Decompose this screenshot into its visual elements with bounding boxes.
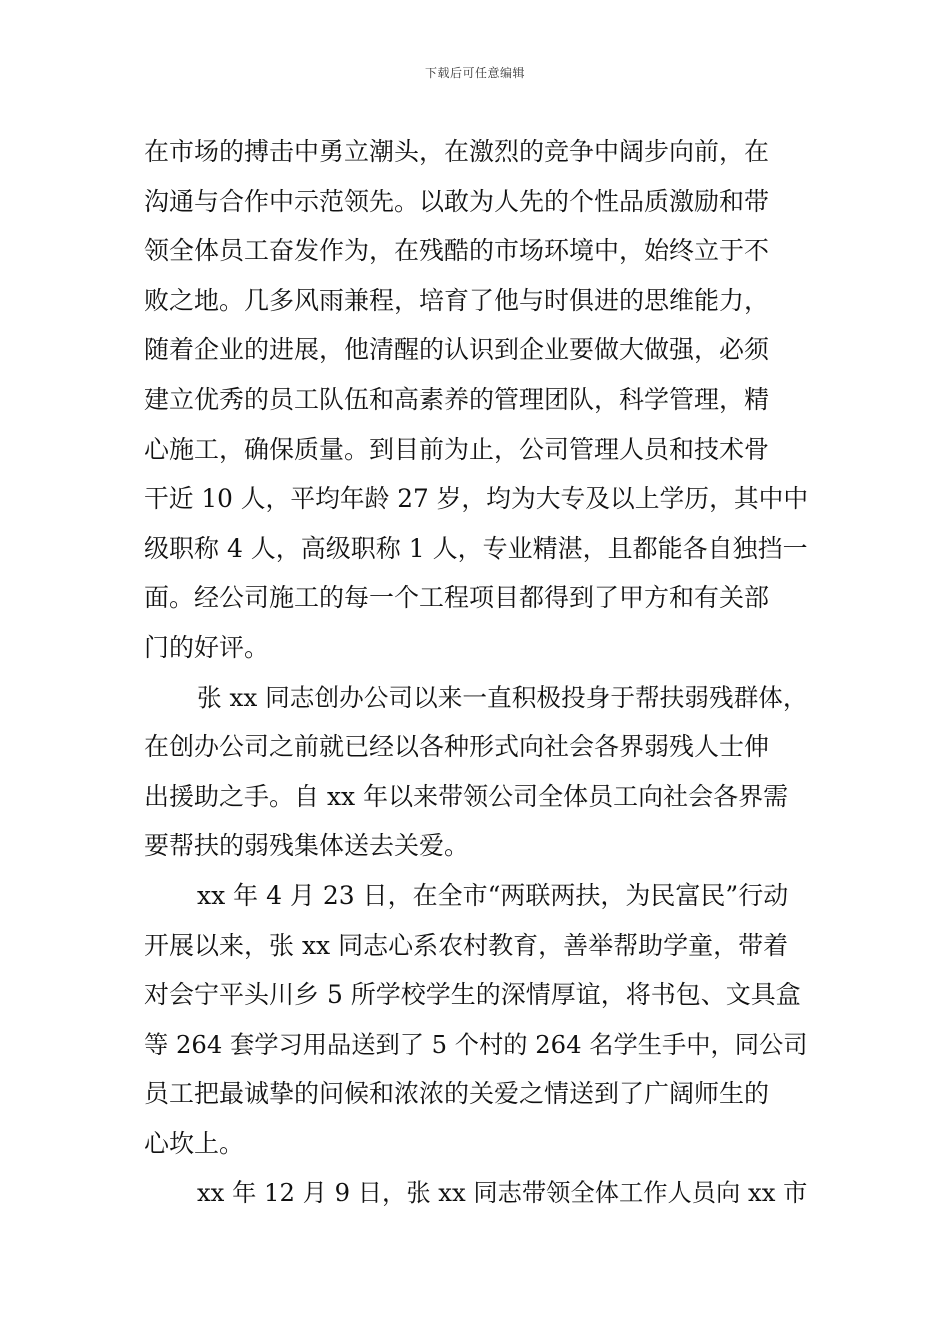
text-line: 领全体员工奋发作为，在残酷的市场环境中，始终立于不	[144, 236, 770, 266]
text-line: 要帮扶的弱残集体送去关爱。	[144, 831, 470, 861]
text-line: 建立优秀的员工队伍和高素养的管理团队，科学管理，精	[144, 384, 770, 414]
text-line: 在市场的搏击中勇立潮头，在激烈的竞争中阔步向前，在	[144, 137, 770, 166]
text-line: 沟通与合作中示范领先。以敢为人先的个性品质激励和带	[144, 186, 770, 216]
text-line: 出援助之手。自 xx 年以来带领公司全体员工向社会各界需	[144, 781, 789, 811]
page-header: 下载后可任意编辑	[424, 66, 525, 80]
text-line: 干近 10 人，平均年龄 27 岁，均为大专及以上学历，其中中	[144, 484, 809, 514]
document-body	[144, 127, 808, 1218]
text-line: 随着企业的进展，他清醒的认识到企业要做大做强，必须	[144, 335, 770, 365]
text-line: 败之地。几多风雨兼程，培育了他与时俱进的思维能力，	[144, 285, 770, 315]
text-line: 心施工，确保质量。到目前为止，公司管理人员和技术骨	[144, 434, 770, 464]
text-line: 开展以来，张 xx 同志心系农村教育，善举帮助学童，带着	[144, 930, 789, 960]
text-line: 门的好评。	[144, 632, 270, 662]
text-line: 对会宁平头川乡 5 所学校学生的深情厚谊，将书包、文具盒	[144, 980, 801, 1010]
paragraph-first-line: xx 年 4 月 23 日，在全市“两联两扶，为民富民”行动	[197, 880, 789, 910]
text-line: 心坎上。	[144, 1128, 245, 1158]
text-line: 面。经公司施工的每一个工程项目都得到了甲方和有关部	[144, 583, 770, 613]
text-line: 级职称 4 人，高级职称 1 人，专业精湛，且都能各自独挡一	[144, 533, 808, 563]
text-line: 在创办公司之前就已经以各种形式向社会各界弱残人士伸	[144, 732, 770, 762]
text-line: 员工把最诚挚的问候和浓浓的关爱之情送到了广阔师生的	[144, 1079, 770, 1109]
paragraph-first-line: xx 年 12 月 9 日，张 xx 同志带领全体工作人员向 xx 市	[197, 1178, 808, 1208]
text-line: 等 264 套学习用品送到了 5 个村的 264 名学生手中，同公司	[144, 1029, 808, 1059]
paragraph-first-line: 张 xx 同志创办公司以来一直积极投身于帮扶弱残群体，	[197, 682, 808, 712]
